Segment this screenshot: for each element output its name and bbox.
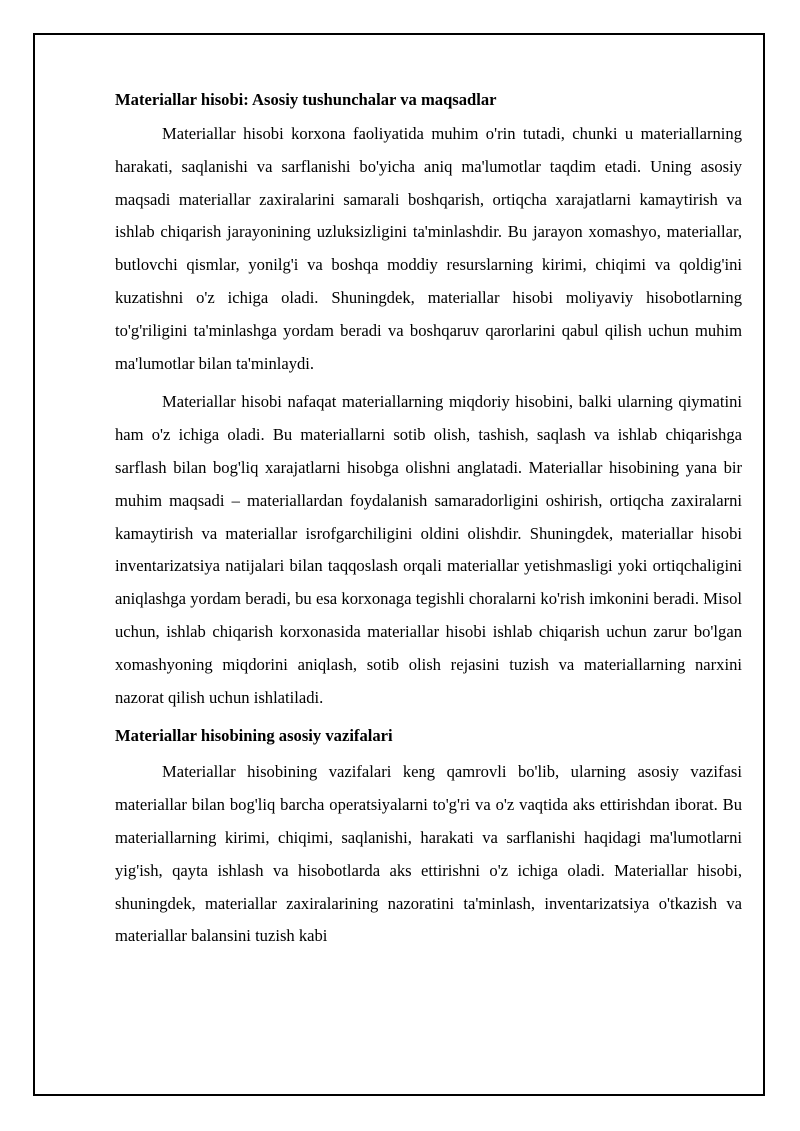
section-heading-1: Materiallar hisobi: Asosiy tushunchalar va maqsadlar <box>115 90 497 109</box>
document-body <box>115 84 742 959</box>
paragraph-1: Materiallar hisobi korxona faoliyatida muhim o'rin tutadi, chunki u materiallarning harakati, saqlanishi va sarflanishi bo'yicha aniq ma'lumotlar taqdim etadi. Uning asosiy maqsadi materiallar zaxiralarini samarali boshqarish, ortiqcha xarajatlarni kamaytirish va ishlab chiqarish jarayonining uzluksizligini ta'minlashdir. Bu jarayon xomashyo, materiallar, butlovchi qismlar, yonilg'i va boshqa moddiy resurslarning kirimi, chiqimi va qoldig'ini kuzatishni o'z ichiga oladi. Shuningdek, materiallar hisobi moliyaviy hisobotlarning to'g'riligini ta'minlashga yordam beradi va boshqaruv qarorlarini qabul qilish uchun muhim ma'lumotlar bilan ta'minlaydi. <box>115 124 742 373</box>
paragraph-3: Materiallar hisobining vazifalari keng qamrovli bo'lib, ularning asosiy vazifasi materiallar bilan bog'liq barcha operatsiyalarni to'g'ri va o'z vaqtida aks ettirishdan iborat. Bu materiallarning kirimi, chiqimi, saqlanishi, harakati va sarflanishi haqidagi ma'lumotlarni yig'ish, qayta ishlash va hisobotlarda aks ettirishni o'z ichiga oladi. Materiallar hisobi, shuningdek, materiallar zaxiralarining nazoratini ta'minlash, inventarizatsiya o'tkazish va materiallar balansini tuzish kabi <box>115 762 742 946</box>
paragraph-2: Materiallar hisobi nafaqat materiallarning miqdoriy hisobini, balki ularning qiymatini ham o'z ichiga oladi. Bu materiallarni sotib olish, tashish, saqlash va ishlab chiqarishga sarflash bilan bog'liq xarajatlarni hisobga olishni anglatadi. Materiallar hisobining yana bir muhim maqsadi – materiallardan foydalanish samaradorligini oshirish, ortiqcha zaxiralarni kamaytirish va materiallar isrofgarchiligini oldini olishdir. Shuningdek, materiallar hisobi inventarizatsiya natijalari bilan taqqoslash orqali materiallar yetishmasligi yoki ortiqchaligini aniqlashga yordam beradi, bu esa korxonaga tegishli choralarni ko'rish imkonini beradi. Misol uchun, ishlab chiqarish korxonasida materiallar hisobi ishlab chiqarish uchun zarur bo'lgan xomashyoning miqdorini aniqlash, sotib olish rejasini tuzish va materiallarning narxini nazorat qilish uchun ishlatiladi. <box>115 392 742 707</box>
section-heading-2: Materiallar hisobining asosiy vazifalari <box>115 726 393 746</box>
